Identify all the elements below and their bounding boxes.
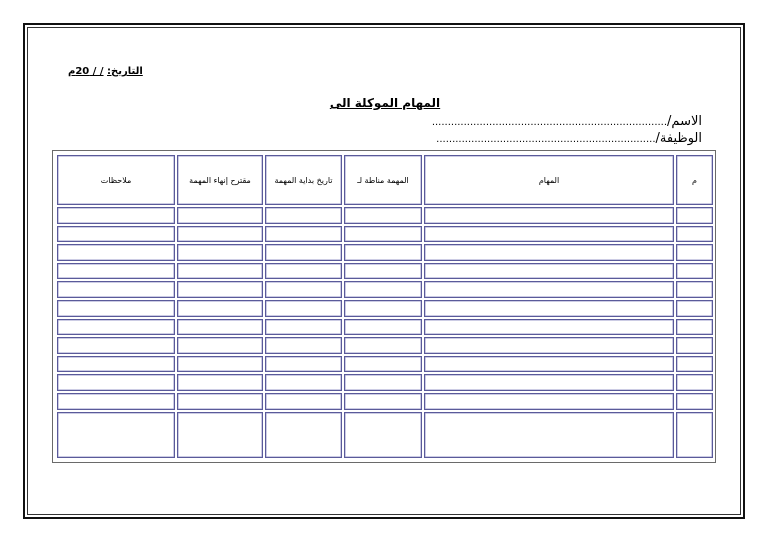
table-cell[interactable]: [177, 412, 263, 458]
name-label: الاسم/: [667, 114, 702, 129]
table-cell[interactable]: [57, 281, 175, 298]
table-cell[interactable]: [177, 281, 263, 298]
table-cell[interactable]: [424, 281, 674, 298]
table-cell[interactable]: [344, 356, 422, 373]
table-cell[interactable]: [265, 244, 342, 261]
table-cell[interactable]: [676, 319, 713, 336]
table-cell[interactable]: [177, 319, 263, 336]
table-cell[interactable]: [265, 412, 342, 458]
table-cell[interactable]: [177, 263, 263, 280]
header-notes: ملاحظات: [57, 155, 175, 205]
table-cell[interactable]: [676, 374, 713, 391]
table-cell[interactable]: [344, 319, 422, 336]
date-label: التاريخ:: [107, 66, 143, 77]
table-cell[interactable]: [344, 412, 422, 458]
table-cell[interactable]: [676, 281, 713, 298]
table-row: [57, 263, 713, 280]
table-cell[interactable]: [57, 374, 175, 391]
table-cell[interactable]: [676, 263, 713, 280]
table-cell[interactable]: [57, 393, 175, 410]
tasks-table-frame: [52, 150, 716, 463]
name-dots: ..........................................................................: [431, 117, 668, 128]
table-cell[interactable]: [177, 374, 263, 391]
table-row: [57, 374, 713, 391]
table-cell[interactable]: [57, 356, 175, 373]
table-cell[interactable]: [424, 337, 674, 354]
table-cell[interactable]: [424, 393, 674, 410]
table-body: [57, 207, 713, 458]
table-cell[interactable]: [344, 263, 422, 280]
table-cell[interactable]: [265, 226, 342, 243]
table-cell[interactable]: [57, 319, 175, 336]
table-cell[interactable]: [57, 207, 175, 224]
table-cell[interactable]: [344, 226, 422, 243]
table-cell[interactable]: [676, 412, 713, 458]
table-row: [57, 412, 713, 458]
table-cell[interactable]: [265, 319, 342, 336]
tasks-table: [55, 153, 715, 460]
table-cell[interactable]: [57, 226, 175, 243]
date-value: / / 20م: [68, 66, 104, 77]
table-row: [57, 300, 713, 317]
header-proposed-end: مقترح إنهاء المهمة: [177, 155, 263, 205]
table-cell[interactable]: [265, 374, 342, 391]
table-cell[interactable]: [676, 356, 713, 373]
table-cell[interactable]: [265, 356, 342, 373]
header-assigned-to: المهمة مناطة لـ: [344, 155, 422, 205]
table-cell[interactable]: [57, 263, 175, 280]
table-cell[interactable]: [265, 300, 342, 317]
table-cell[interactable]: [344, 300, 422, 317]
table-cell[interactable]: [265, 263, 342, 280]
table-row: [57, 244, 713, 261]
table-cell[interactable]: [265, 393, 342, 410]
table-row: [57, 319, 713, 336]
table-row: [57, 337, 713, 354]
table-cell[interactable]: [676, 244, 713, 261]
name-field: [432, 114, 702, 129]
table-cell[interactable]: [57, 412, 175, 458]
table-cell[interactable]: [177, 244, 263, 261]
page-title: المهام الموكلة الى: [329, 96, 441, 110]
table-cell[interactable]: [177, 393, 263, 410]
table-cell[interactable]: [265, 337, 342, 354]
header-number: م: [676, 155, 713, 205]
table-cell[interactable]: [344, 281, 422, 298]
table-cell[interactable]: [424, 244, 674, 261]
table-row: [57, 393, 713, 410]
table-cell[interactable]: [177, 356, 263, 373]
header-tasks: المهام: [424, 155, 674, 205]
job-label: الوظيفة/: [655, 131, 702, 146]
header-start-date: تاريخ بداية المهمة: [265, 155, 342, 205]
table-cell[interactable]: [265, 281, 342, 298]
table-row: [57, 207, 713, 224]
table-row: [57, 356, 713, 373]
table-cell[interactable]: [676, 337, 713, 354]
table-cell[interactable]: [424, 263, 674, 280]
table-cell[interactable]: [676, 393, 713, 410]
table-cell[interactable]: [344, 207, 422, 224]
table-cell[interactable]: [424, 374, 674, 391]
table-cell[interactable]: [424, 319, 674, 336]
table-cell[interactable]: [177, 300, 263, 317]
job-field: [436, 131, 702, 146]
table-cell[interactable]: [424, 412, 674, 458]
table-cell[interactable]: [676, 207, 713, 224]
table-cell[interactable]: [344, 374, 422, 391]
table-cell[interactable]: [177, 337, 263, 354]
date-line: [68, 66, 143, 77]
table-cell[interactable]: [57, 337, 175, 354]
table-cell[interactable]: [344, 244, 422, 261]
table-row: [57, 226, 713, 243]
job-dots: .....................................................................: [436, 134, 656, 145]
table-cell[interactable]: [177, 207, 263, 224]
table-cell[interactable]: [676, 226, 713, 243]
table-cell[interactable]: [424, 226, 674, 243]
table-cell[interactable]: [344, 393, 422, 410]
table-cell[interactable]: [424, 300, 674, 317]
table-row: [57, 281, 713, 298]
table-cell[interactable]: [265, 207, 342, 224]
table-cell[interactable]: [676, 300, 713, 317]
table-cell[interactable]: [344, 337, 422, 354]
table-cell[interactable]: [177, 226, 263, 243]
table-cell[interactable]: [57, 300, 175, 317]
table-cell[interactable]: [424, 356, 674, 373]
table-cell[interactable]: [57, 244, 175, 261]
table-header-row: [57, 155, 713, 205]
table-cell[interactable]: [424, 207, 674, 224]
